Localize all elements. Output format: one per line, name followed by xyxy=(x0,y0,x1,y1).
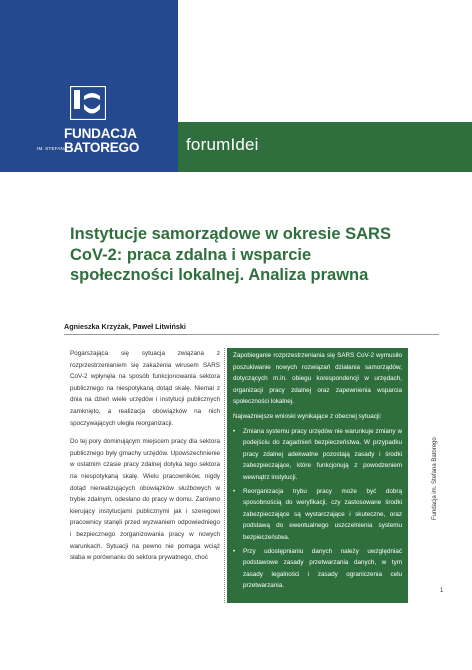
logo-text-batorego: BATOREGO xyxy=(64,140,140,155)
document-title: Instytucje samorządowe w okresie SARS CoV-2: praca zdalna i wsparcie społeczności lokalnej. Analiza prawna xyxy=(70,225,391,284)
summary-lead: Najważniejsze wnioski wynikające z obecnej sytuacji: xyxy=(233,412,382,420)
author-divider xyxy=(64,334,439,335)
summary-intro: Zapobieganie rozprzestrzeniania się SARS CoV-2 wymusiło poszukiwanie nowych rozwiązań działania samorządów, dotyczących m.in. obiegu korespondencji w urzędach, organizacji pracy zdalnej oraz zapewnienia wsparcia społeczności lokalnej. xyxy=(233,352,402,406)
vertical-side-note: Fundacja im. Stefana Batorego xyxy=(432,437,438,520)
series-label: forumIdei xyxy=(186,135,259,154)
authors: Agnieszka Krzyżak, Paweł Litwiński xyxy=(64,322,186,331)
summary-box xyxy=(227,348,408,603)
foundation-logo-icon xyxy=(70,86,106,120)
column-divider xyxy=(224,348,225,603)
paragraph: Pogarszająca się sytuacja związana z rozprzestrzenianiem się zakażenia wirusem SARS CoV-2 wpłynęła na sposób funkcjonowania sektora publicznego na niespotykaną dotąd skalę. Niemal z dnia na dzień wiele urzędów i instytucji publicznych zamknięto, a realizacja obowiązków na nich spoczywających uległa reorganizacji. xyxy=(70,350,220,427)
page-number: 1 xyxy=(440,588,444,594)
summary-bullets xyxy=(233,426,402,592)
left-column-text xyxy=(70,348,220,571)
list-item: • Zmiana systemu pracy urzędów nie warunkuje zmiany w podejściu do zagadnień bezpieczeństwa. W przypadku pracy zdalnej adekwatne pozostają zasady i środki zabezpieczające, które funkcjonują z powodzeniem wewnątrz instytucji. xyxy=(233,426,402,484)
list-item: • Reorganizacja trybu pracy może być dobrą sposobnością do weryfikacji, czy zastosowane środki zabezpieczające są wystarczające i skuteczne, oraz podstawą do ewentualnego uszczelnienia systemu bezpieczeństwa. xyxy=(233,486,402,544)
logo-text-fundacja: FUNDACJA xyxy=(64,126,137,141)
paragraph: Do tej pory dominującym miejscem pracy dla sektora publicznego były gmachy urzędów. Upowszechnienie w ostatnim czasie pracy zdalnej dotyka tego sektora na niespotykaną skalę. Wielu pracowników, nigdy dotąd nierealizujących obowiązków służbowych w trybie zdalnym, odesłano do pracy w domu. Zarówno kierujący instytucjami publicznymi jak i szeregowi pracownicy stanęli przed wyzwaniem odpowiedniego i bezpiecznego zorganizowania pracy w nowych warunkach. Sytuacji na pewno nie pomaga wciąż słaba w porównaniu do sektora prywatnego, choć xyxy=(70,438,220,562)
list-item: • Przy udostępnianiu danych należy uwzględniać podstawowe zasady przetwarzania danych, w tym zasady legalności i zasady ograniczenia celu przetwarzania. xyxy=(233,546,402,592)
logo-text-im-stefana: IM. STEFANA xyxy=(37,146,68,151)
